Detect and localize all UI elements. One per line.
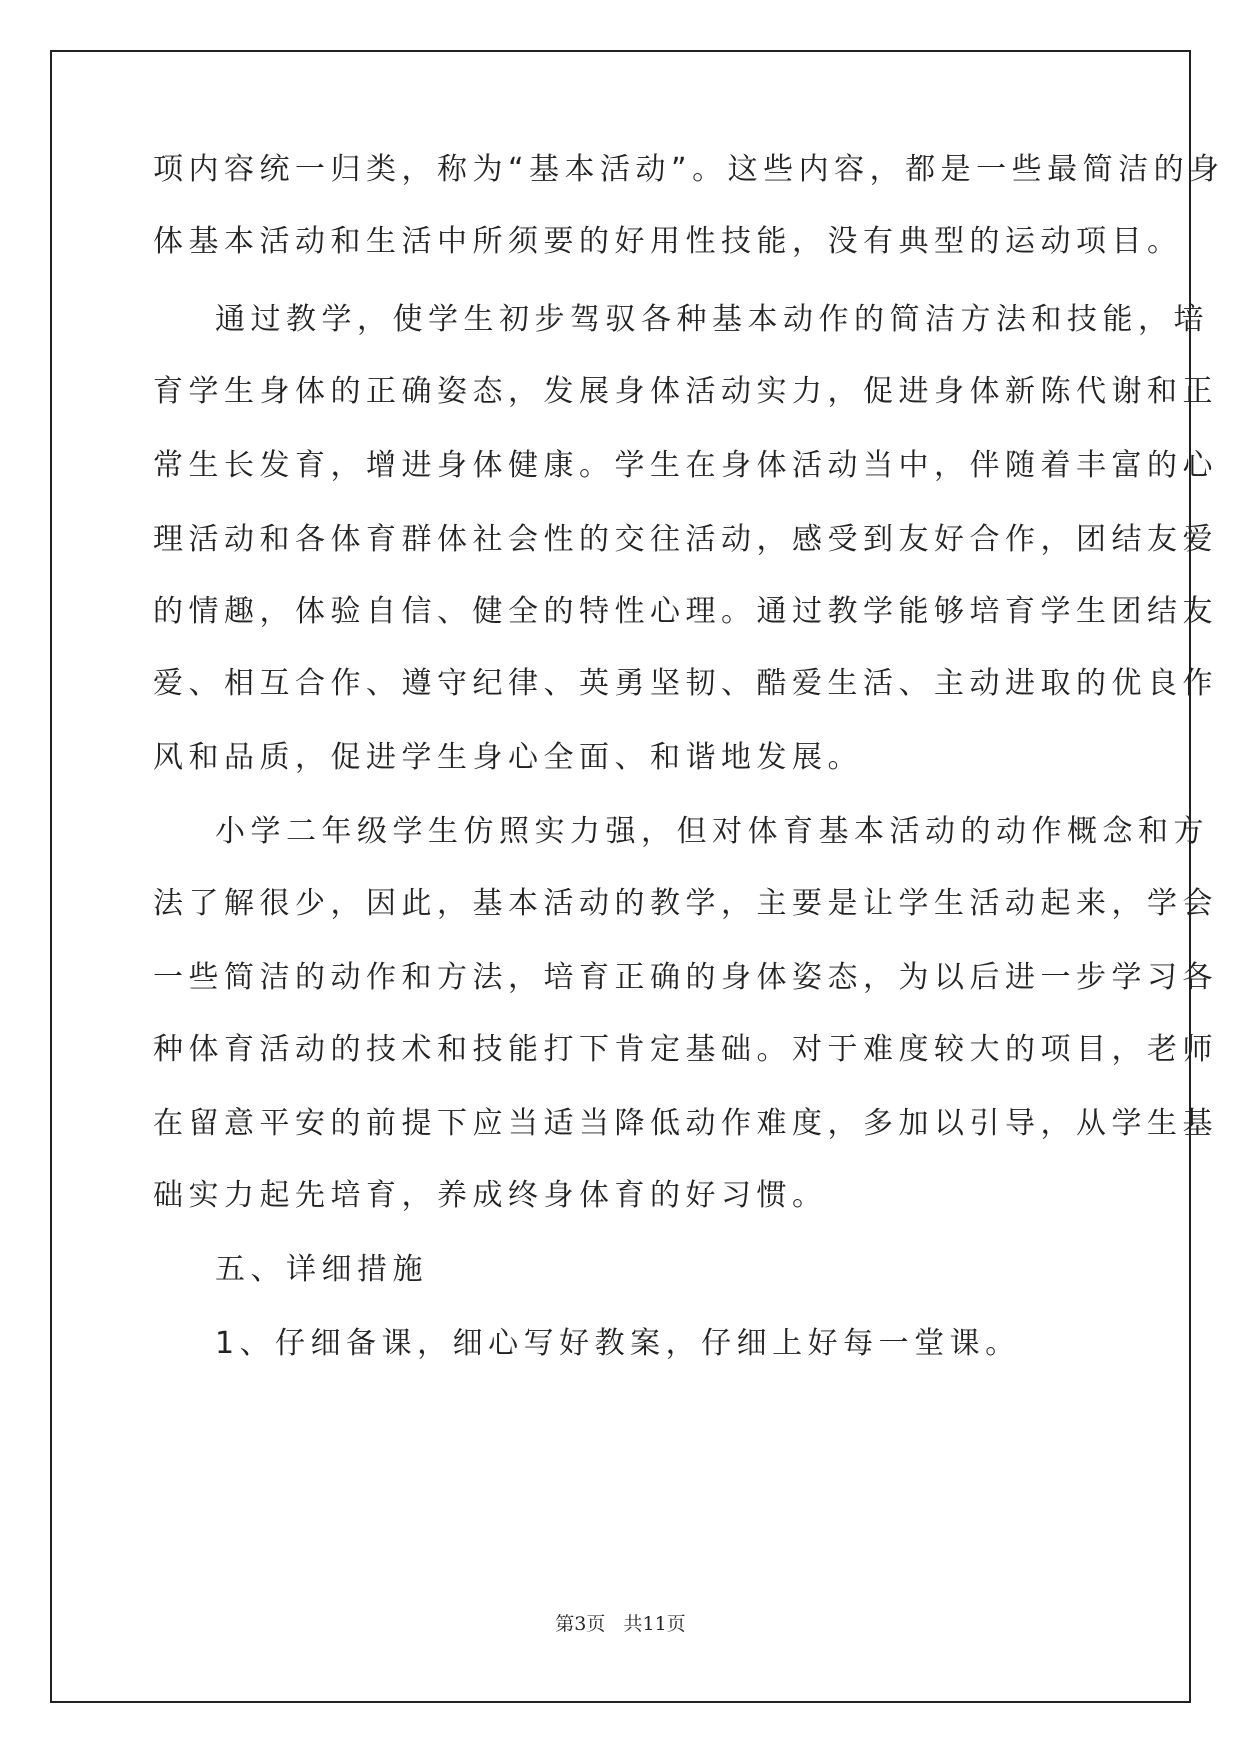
text-line: 项内容统一归类，称为“基本活动”。这些内容，都是一些最简洁的身: [153, 152, 1225, 187]
text-line: 一些简洁的动作和方法，培育正确的身体姿态，为以后进一步学习各: [153, 960, 1218, 995]
page-number-footer: 第3页 共11页: [555, 1613, 686, 1635]
text-line: 常生长发育，增进身体健康。学生在身体活动当中，伴随着丰富的心: [153, 448, 1218, 483]
text-line: 体基本活动和生活中所须要的好用性技能，没有典型的运动项目。: [153, 224, 1183, 259]
text-line: 1、仔细备课，细心写好教案，仔细上好每一堂课。: [215, 1326, 1021, 1361]
page-border: [50, 50, 1191, 1703]
text-line: 小学二年级学生仿照实力强，但对体育基本活动的动作概念和方: [215, 814, 1209, 849]
text-line: 在留意平安的前提下应当适当降低动作难度，多加以引导，从学生基: [153, 1106, 1218, 1141]
text-line: 法了解很少，因此，基本活动的教学，主要是让学生活动起来，学会: [153, 886, 1218, 921]
text-line: 育学生身体的正确姿态，发展身体活动实力，促进身体新陈代谢和正: [153, 374, 1218, 409]
section-heading: 五、详细措施: [215, 1252, 428, 1287]
text-line: 种体育活动的技术和技能打下肯定基础。对于难度较大的项目，老师: [153, 1032, 1218, 1067]
text-line: 的情趣，体验自信、健全的特性心理。通过教学能够培育学生团结友: [153, 594, 1218, 629]
text-line: 础实力起先培育，养成终身体育的好习惯。: [153, 1178, 828, 1213]
text-line: 通过教学，使学生初步驾驭各种基本动作的简洁方法和技能，培: [215, 302, 1209, 337]
text-line: 风和品质，促进学生身心全面、和谐地发展。: [153, 740, 863, 775]
text-line: 爱、相互合作、遵守纪律、英勇坚韧、酷爱生活、主动进取的优良作: [153, 666, 1218, 701]
text-line: 理活动和各体育群体社会性的交往活动，感受到友好合作，团结友爱: [153, 522, 1218, 557]
